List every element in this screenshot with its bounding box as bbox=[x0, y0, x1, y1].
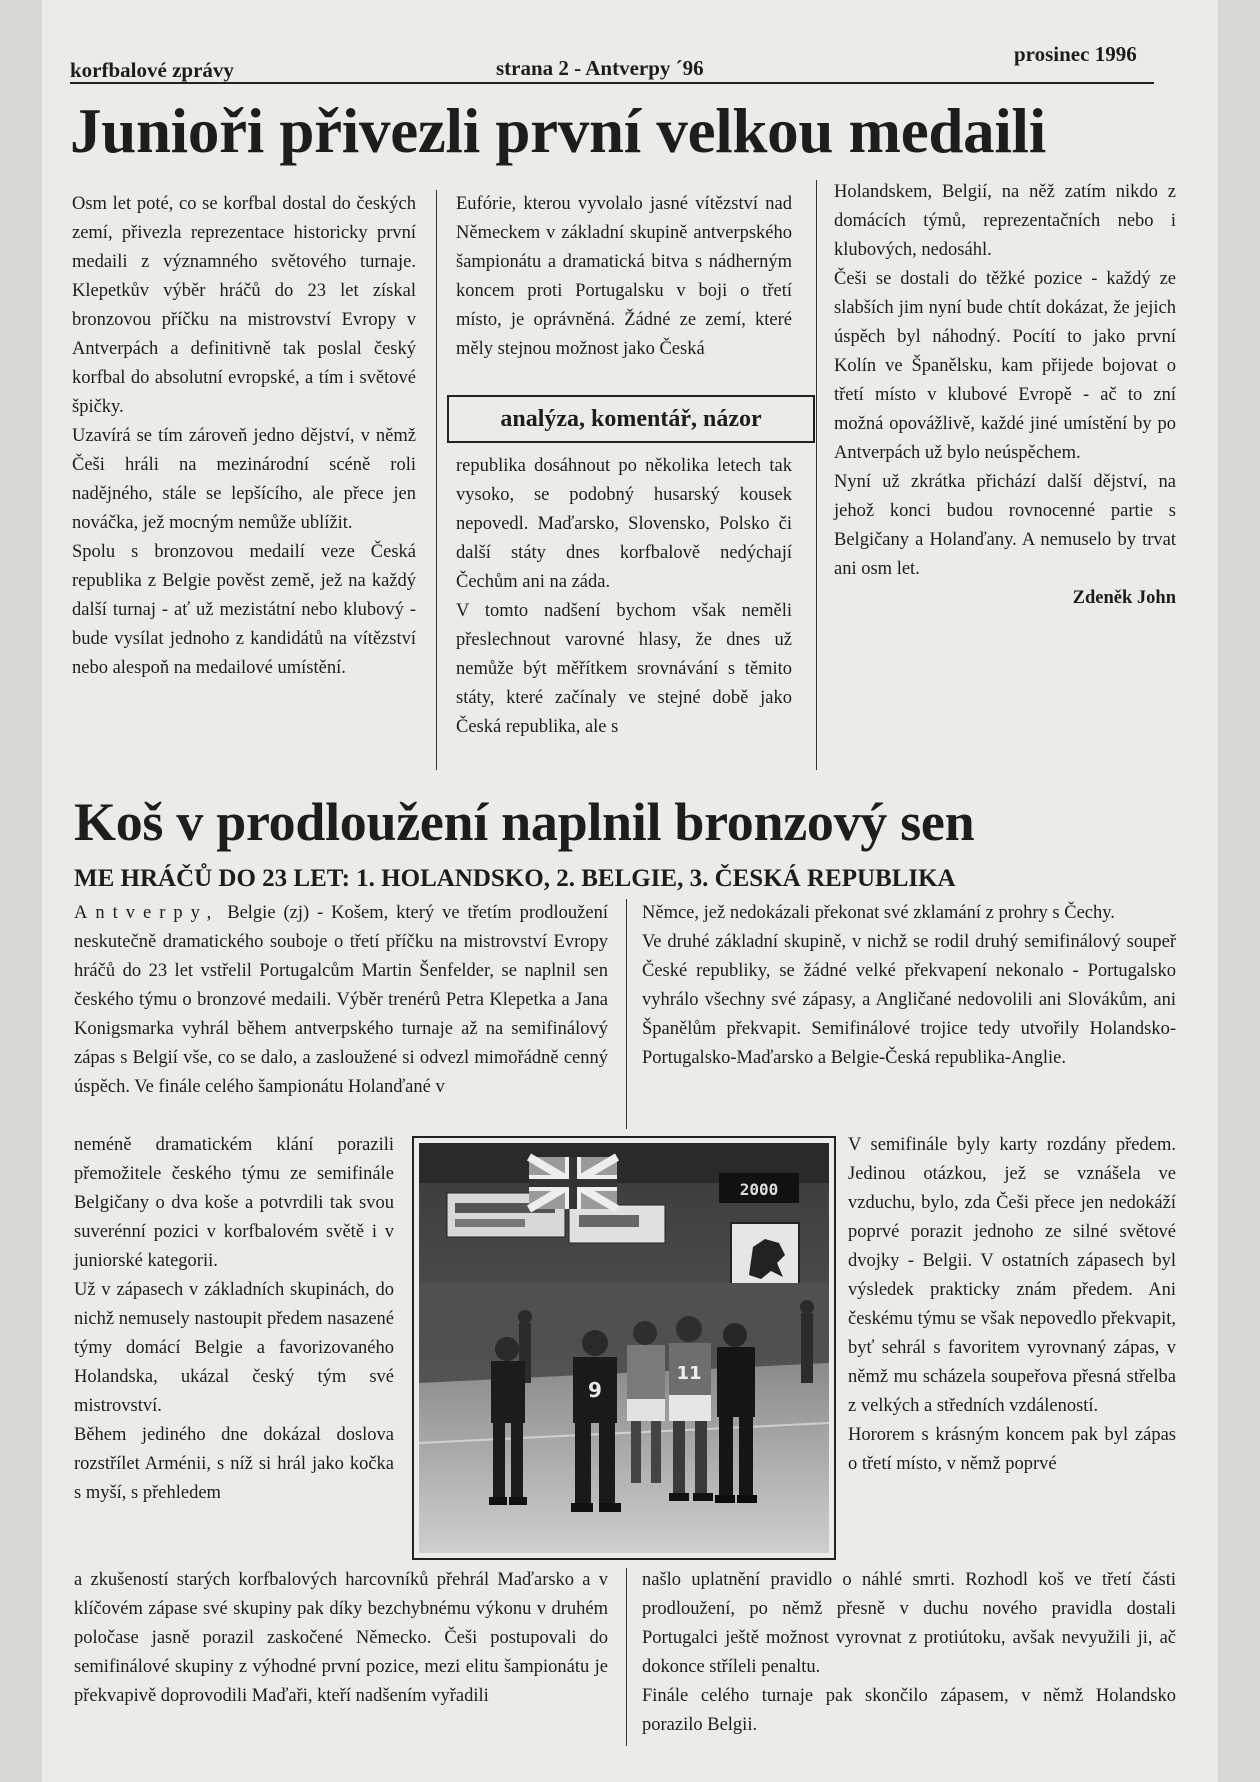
article2-left-narrow bbox=[74, 1131, 394, 1508]
paragraph: Spolu s bronzovou medailí veze Česká republika z Belgie pověst země, jež na každý další turnaj - ať už mezistátní nebo klubový - bude vysílat jednoho z kandidátů na vítězství nebo alespoň na medailové umístění. bbox=[72, 542, 416, 678]
paragraph: Ve druhé základní skupině, v nichž se rodil druhý semifinálový soupeř České republiky, se žádné velké překvapení nekonalo - Portugalsko vyhrálo všechny své zápasy, a Angličané nedovolili ani Slovákům, ani Španělům překvapit. Semifinálové trojice tedy utvořily Holandsko-Portugalsko-Maďarsko a Belgie-Česká republika-Anglie. bbox=[642, 932, 1176, 1068]
header-left: korfbalové zprávy bbox=[70, 58, 234, 82]
article1-column-3 bbox=[834, 178, 1176, 613]
paragraph: republika dosáhnout po několika letech tak vysoko, se podobný husarský kousek nepovedl. Maďarsko, Slovensko, Polsko či další státy dnes korfbalově nedýchají Čechům ani na záda. bbox=[456, 456, 792, 592]
article2-right-narrow bbox=[848, 1131, 1176, 1479]
paragraph: Němce, jež nedokázali překonat své zklamání z prohry s Čechy. bbox=[642, 903, 1115, 923]
article1-column-2-top bbox=[456, 190, 792, 364]
scoreboard-text: 2000 bbox=[739, 1180, 779, 1199]
paragraph: Během jediného dne dokázal doslova rozstřílet Arménii, s níž si hrál jako kočka s myší, s přehledem bbox=[74, 1425, 394, 1503]
paragraph: našlo uplatnění pravidlo o náhlé smrti. Rozhodl koš ve třetí části prodloužení, po němž přesně v duchu nového pravidla dostali Portugalci ještě možnost vyrovnat z protiútoku, avšak nevyužili ji, ač dokonce stříleli penaltu. bbox=[642, 1570, 1176, 1677]
paragraph: Finále celého turnaje pak skončilo zápasem, v němž Holandsko porazilo Belgii. bbox=[642, 1686, 1176, 1735]
paragraph: Už v zápasech v základních skupinách, do nichž nemusely nastoupit předem nasazené týmy domácí Belgie a favorizovaného Holandska, ukázal český tým své mistrovství. bbox=[74, 1280, 394, 1416]
flag-icon bbox=[529, 1157, 617, 1209]
jersey-number: 11 bbox=[676, 1363, 702, 1384]
paragraph: Antverpy, Belgie (zj) - Košem, který ve třetím prodloužení neskutečně dramatického souboje o třetí příčku na mistrovství Evropy hráčů do 23 let vstřelil Portugalcům Martin Šenfelder, se naplnil sen českého týmu o bronzové medaili. Výběr trenérů Petra Klepetka a Jana Konigsmarka vyhrál během antverpského turnaje až na semifinálový zápas s Belgií vše, co se dalo, a zasloužené si odvezl mimořádně cenný úspěch. Ve finále celého šampionátu Holanďané v bbox=[74, 903, 608, 1097]
article2-subtitle: ME HRÁČŮ DO 23 LET: 1. HOLANDSKO, 2. BELGIE, 3. ČESKÁ REPUBLIKA bbox=[74, 865, 956, 892]
article2-right-bottom bbox=[642, 1566, 1176, 1740]
header-center: strana 2 - Antverpy ´96 bbox=[496, 56, 704, 80]
paragraph: Eufórie, kterou vyvolalo jasné vítězství nad Německem v základní skupině antverpského šampionátu a dramatická bitva s nádherným koncem proti Portugalsku v boji o třetí místo, je oprávněná. Žádné ze zemí, které měly stejnou možnost jako Česká bbox=[456, 194, 792, 359]
match-photo bbox=[412, 1136, 836, 1560]
article2-left-top bbox=[74, 899, 608, 1102]
article2-left-bottom bbox=[74, 1566, 608, 1711]
dateline: Antverpy, bbox=[74, 903, 220, 923]
paragraph: Nyní už zkrátka přichází další dějství, na jehož konci budou rovnocenné partie s Belgičany a Holanďany. A nemuselo by trvat ani osm let. bbox=[834, 472, 1176, 579]
column-divider bbox=[436, 190, 437, 770]
author-signature: Zdeněk John bbox=[1072, 588, 1176, 608]
jersey-number: 9 bbox=[588, 1378, 602, 1402]
paragraph: Holandskem, Belgií, na něž zatím nikdo z domácích týmů, reprezentačních nebo i klubových, nedosáhl. bbox=[834, 182, 1176, 260]
header-rule bbox=[70, 82, 1154, 84]
article1-column-2-bottom bbox=[456, 452, 792, 742]
article2-right-top bbox=[642, 899, 1176, 1073]
column-divider bbox=[816, 180, 817, 770]
article1-title: Junioři přivezli první velkou medaili bbox=[70, 96, 1046, 166]
paragraph: V semifinále byly karty rozdány předem. Jedinou otázkou, jež se vznášela ve vzduchu, bylo, zda Češi přece jen nedokáží poprvé porazit jednoho ze silné světové dvojky - Belgii. V ostatních zápasech byl výsledek prakticky znám předem. Ani českému týmu se však nepovedlo překvapit, byť sehrál s favoritem vyrovnaný zápas, v němž mu scházela soupeřova přesná střelba z velkých a středních vzdáleností. bbox=[848, 1135, 1176, 1416]
paragraph: Osm let poté, co se korfbal dostal do českých zemí, přivezla reprezentace historicky první medaili z významného světového turnaje. Klepetkův výběr hráčů do 23 let získal bronzovou příčku na mistrovství Evropy v Antverpách a definitivně tak poslal český korfbal do absolutní evropské, a tím i světové špičky. bbox=[72, 194, 416, 417]
paragraph: Hororem s krásným koncem pak byl zápas o třetí místo, v němž poprvé bbox=[848, 1425, 1176, 1474]
paragraph: V tomto nadšení bychom však neměli přeslechnout varovné hlasy, že dnes už nemůže být měřítkem srovnávání s těmito státy, které začínaly ve stejné době jako Česká republika, ale s bbox=[456, 601, 792, 737]
article2-title: Koš v prodloužení naplnil bronzový sen bbox=[74, 792, 975, 852]
section-label-box: analýza, komentář, názor bbox=[447, 395, 815, 443]
paragraph: a zkušeností starých korfbalových harcovníků přehrál Maďarsko a v klíčovém zápase své skupiny pak díky bezchybnému výkonu v druhém poločase jasně porazil zaskočené Německo. Češi postupovali do semifinálové skupiny z výhodné první pozice, mezi elitu šampionátu je překvapivě doprovodili Maďaři, kteří nadšením vyřadili bbox=[74, 1570, 608, 1706]
paragraph: Češi se dostali do těžké pozice - každý ze slabších jim nyní bude chtít dokázat, že jejich úspěch byl náhodný. Pocítí to jako první Kolín ve Španělsku, kam přijede bojovat o třetí místo v klubové Evropě - ač to zní možná opovážlivě, každé jiné umístění by po Antverpách už bylo neúspěchem. bbox=[834, 269, 1176, 463]
header-right: prosinec 1996 bbox=[1014, 42, 1137, 66]
paragraph: neméně dramatickém klání porazili přemožitele českého týmu ze semifinále Belgičany o dva koše a potvrdili tak svou suverénní pozici v korfbalovém světě i v juniorské kategorii. bbox=[74, 1135, 394, 1271]
column-divider bbox=[626, 1568, 627, 1746]
paragraph: Uzavírá se tím zároveň jedno dějství, v němž Češi hráli na mezinárodní scéně roli nadějného, stále se lepšícího, ale přece jen nováčka, jež mocným nemůže ublížit. bbox=[72, 426, 416, 533]
column-divider bbox=[626, 899, 627, 1129]
match-photo-image bbox=[419, 1143, 829, 1553]
article1-column-1 bbox=[72, 190, 416, 683]
